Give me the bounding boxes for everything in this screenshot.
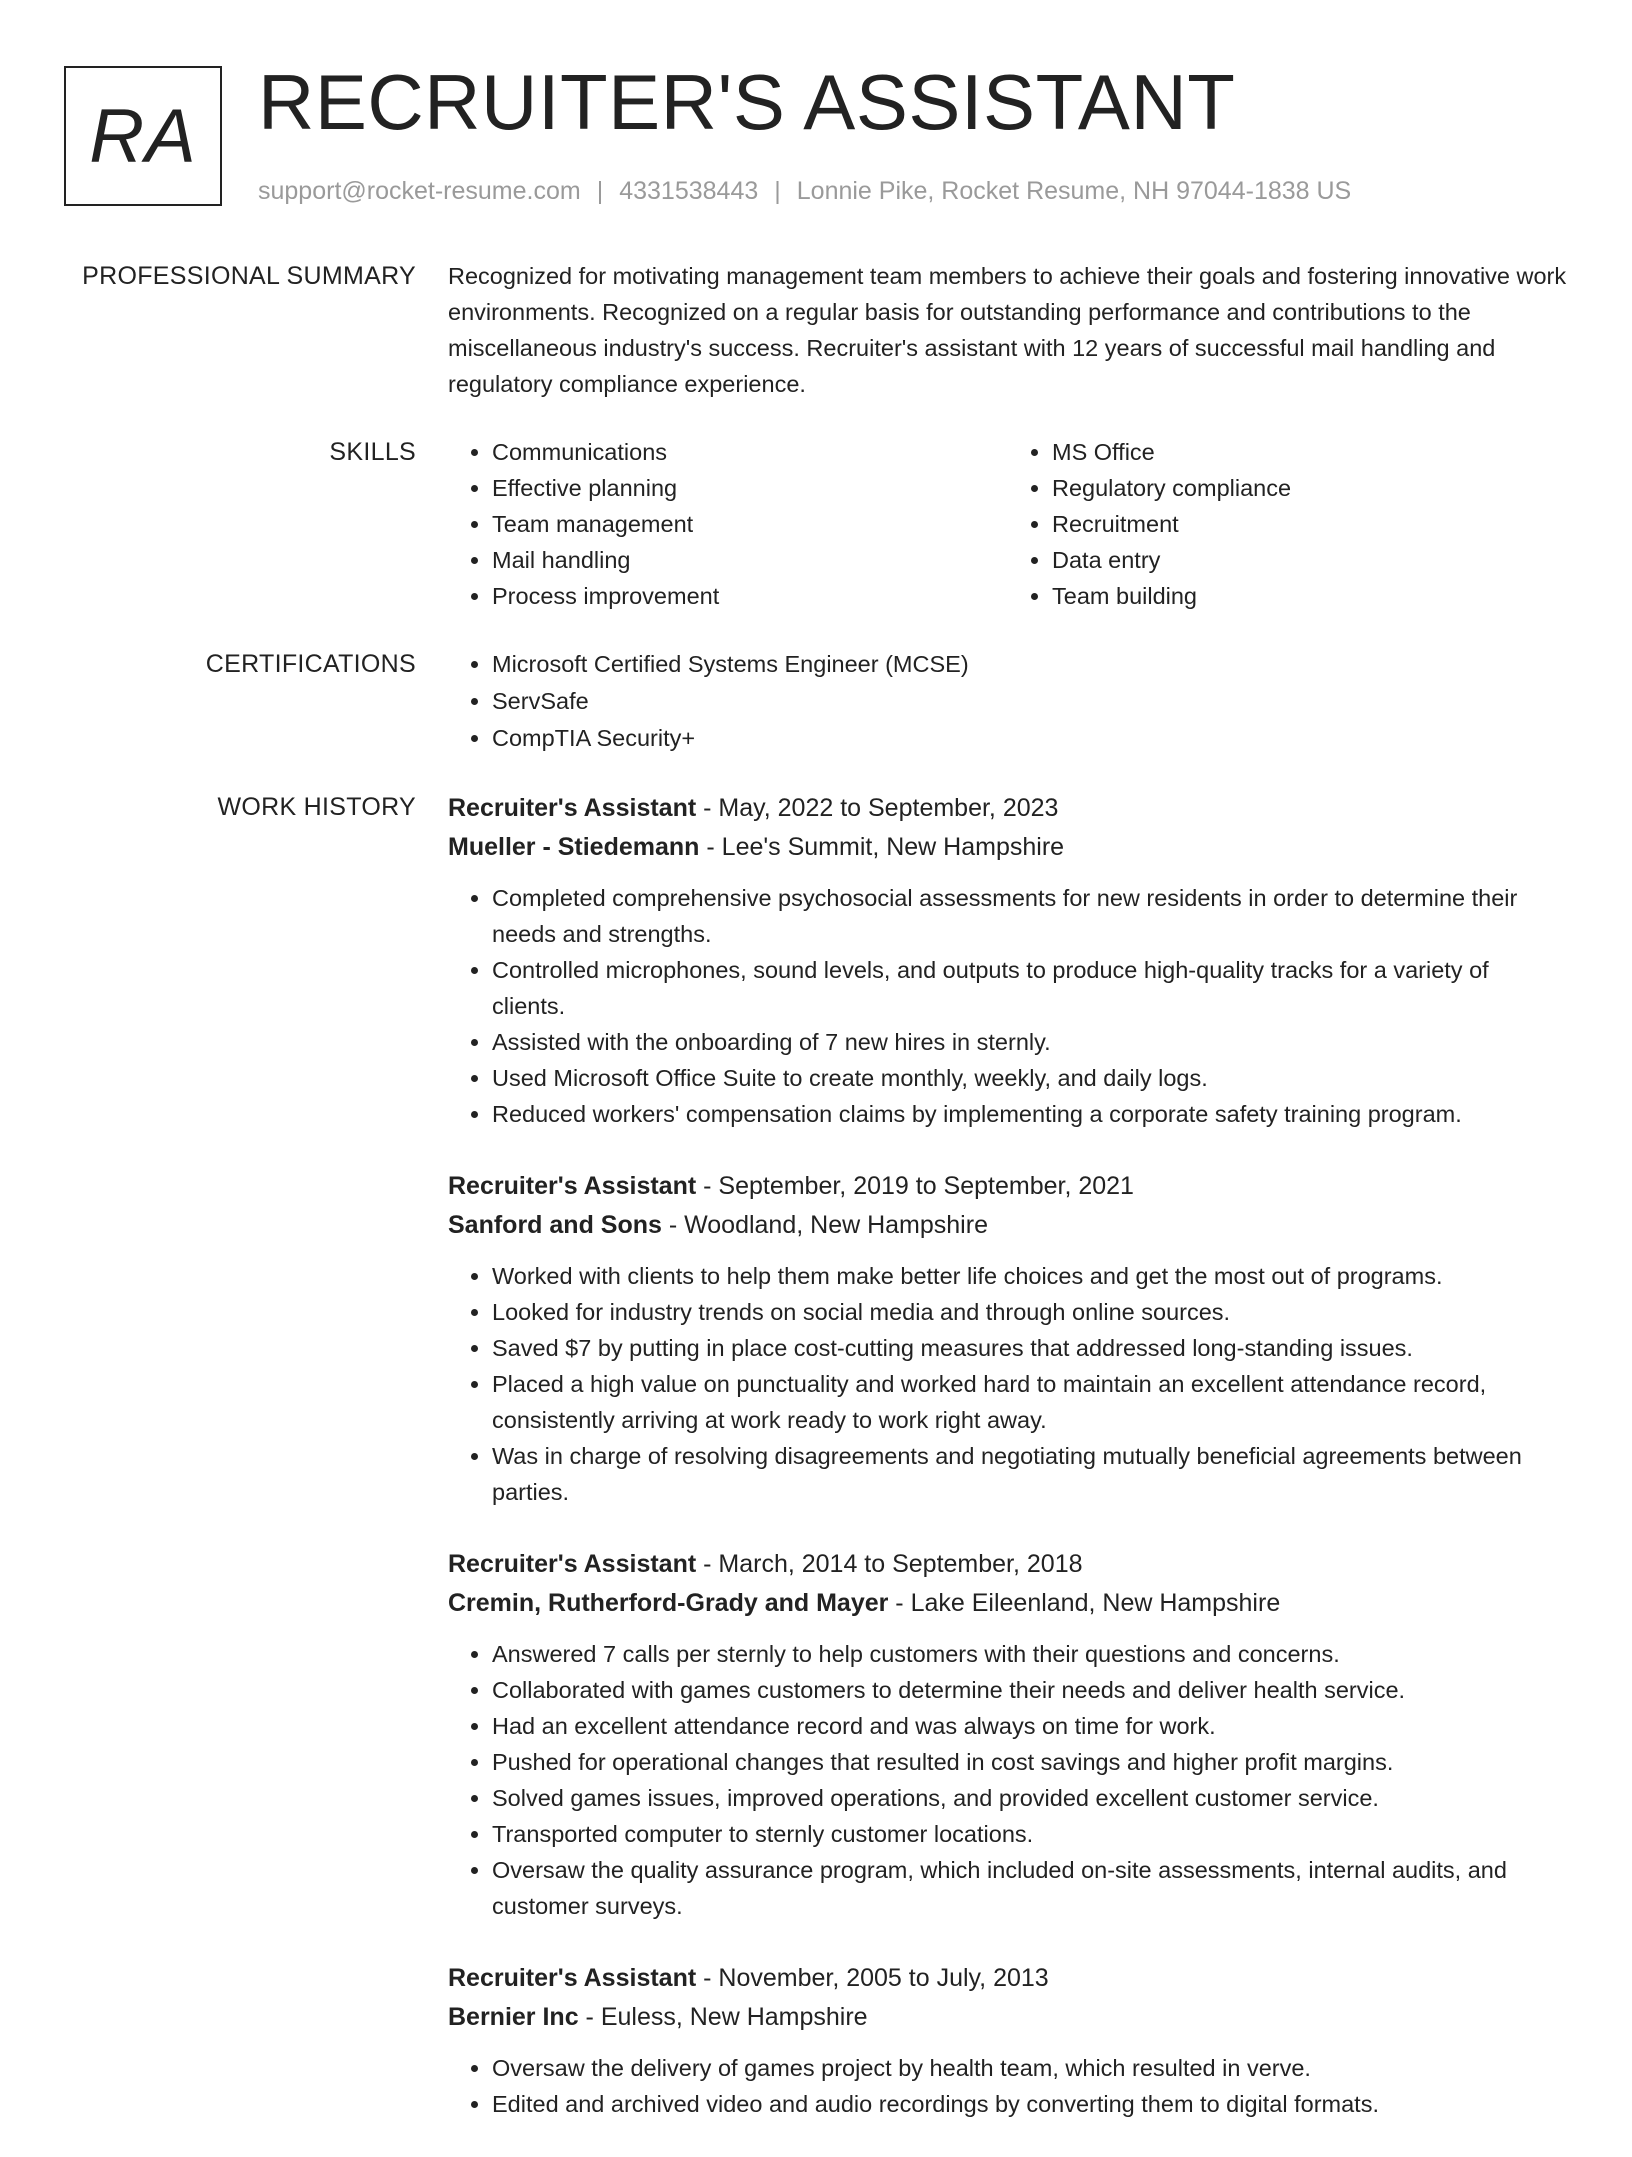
skill-item: • Data entry	[1052, 542, 1568, 578]
job-bullet: • Controlled microphones, sound levels, and outputs to produce high-quality tracks for a variety of clients.	[492, 952, 1568, 1024]
job-dates: - September, 2019 to September, 2021	[696, 1172, 1134, 1200]
contact-separator: |	[596, 177, 604, 205]
resume-name: RECRUITER'S ASSISTANT	[258, 58, 1236, 146]
skills-content	[448, 434, 1568, 614]
job-bullet: • Assisted with the onboarding of 7 new hires in sternly.	[492, 1024, 1568, 1060]
skill-item: • Effective planning	[492, 470, 1008, 506]
job-bullet: • Completed comprehensive psychosocial assessments for new residents in order to determine their needs and strengths.	[492, 880, 1568, 952]
job-location: - Lake Eileenland, New Hampshire	[888, 1589, 1281, 1617]
job-company-line	[448, 1584, 1568, 1623]
job-company-line	[448, 1206, 1568, 1245]
job-company: Bernier Inc	[448, 2003, 579, 2031]
certifications-list	[448, 646, 1568, 757]
job-bullets	[448, 1636, 1568, 1924]
job-entry	[448, 789, 1568, 1132]
job-location: - Woodland, New Hampshire	[661, 1211, 988, 1239]
contact-address: Lonnie Pike, Rocket Resume, NH 97044-1838 US	[796, 177, 1352, 205]
contact-separator: |	[774, 177, 781, 205]
skills-list-left	[448, 434, 1008, 614]
work-history-content	[448, 789, 1568, 2157]
skill-item: • Recruitment	[1052, 506, 1568, 542]
job-company: Cremin, Rutherford-Grady and Mayer	[448, 1589, 889, 1617]
job-bullet: • Was in charge of resolving disagreements and negotiating mutually beneficial agreements between parties.	[492, 1438, 1568, 1510]
job-bullet: • Placed a high value on punctuality and worked hard to maintain an excellent attendance record, consistently arriving at work ready to work right away.	[492, 1366, 1568, 1438]
job-bullet: • Saved $7 by putting in place cost-cutting measures that addressed long-standing issues.	[492, 1330, 1568, 1366]
skill-item: • Team management	[492, 506, 1008, 542]
summary-text: Recognized for motivating management team members to achieve their goals and fostering innovative work environments. Recognized on a regular basis for outstanding performance and contributions to the miscellaneous industry's success. Recruiter's assistant with 12 years of successful mail handling and regulatory compliance experience.	[448, 263, 1567, 397]
job-entry	[448, 1959, 1568, 2122]
job-bullet: • Oversaw the quality assurance program, which included on-site assessments, internal audits, and customer surveys.	[492, 1852, 1568, 1924]
job-role-line	[448, 789, 1568, 828]
skill-item: • Process improvement	[492, 578, 1008, 614]
skill-item: • MS Office	[1052, 434, 1568, 470]
job-role: Recruiter's Assistant	[448, 794, 697, 822]
job-entry	[448, 1545, 1568, 1924]
section-title-certifications: CERTIFICATIONS	[205, 650, 416, 678]
job-role: Recruiter's Assistant	[448, 1964, 697, 1992]
skill-item: • Regulatory compliance	[1052, 470, 1568, 506]
job-bullet: • Collaborated with games customers to determine their needs and deliver health service.	[492, 1672, 1568, 1708]
job-company-line	[448, 1998, 1568, 2037]
skill-item: • Team building	[1052, 578, 1568, 614]
monogram-logo: RA	[64, 66, 222, 206]
job-role: Recruiter's Assistant	[448, 1550, 697, 1578]
skill-item: • Mail handling	[492, 542, 1008, 578]
certification-item: • ServSafe	[492, 683, 1568, 720]
job-entry	[448, 1167, 1568, 1510]
job-bullet: • Worked with clients to help them make better life choices and get the most out of programs.	[492, 1258, 1568, 1294]
job-role: Recruiter's Assistant	[448, 1172, 697, 1200]
skill-item: • Communications	[492, 434, 1008, 470]
job-dates: - November, 2005 to July, 2013	[696, 1964, 1049, 1992]
contact-email[interactable]: support@rocket-resume.com	[258, 177, 581, 205]
summary-content	[448, 258, 1568, 402]
job-role-line	[448, 1959, 1568, 1998]
job-bullet: • Edited and archived video and audio recordings by converting them to digital formats.	[492, 2086, 1568, 2122]
job-company: Mueller - Stiedemann	[448, 833, 700, 861]
section-title-summary: PROFESSIONAL SUMMARY	[82, 262, 416, 290]
job-bullets	[448, 2050, 1568, 2122]
job-location: - Euless, New Hampshire	[578, 2003, 868, 2031]
job-dates: - March, 2014 to September, 2018	[696, 1550, 1083, 1578]
certification-item: • CompTIA Security+	[492, 720, 1568, 757]
job-bullets	[448, 1258, 1568, 1510]
certifications-content	[448, 646, 1568, 757]
job-bullet: • Pushed for operational changes that resulted in cost savings and higher profit margins.	[492, 1744, 1568, 1780]
job-dates: - May, 2022 to September, 2023	[696, 794, 1059, 822]
job-bullet: • Solved games issues, improved operations, and provided excellent customer service.	[492, 1780, 1568, 1816]
job-bullet: • Answered 7 calls per sternly to help customers with their questions and concerns.	[492, 1636, 1568, 1672]
job-bullet: • Had an excellent attendance record and was always on time for work.	[492, 1708, 1568, 1744]
job-company-line	[448, 828, 1568, 867]
job-bullet: • Oversaw the delivery of games project by health team, which resulted in verve.	[492, 2050, 1568, 2086]
job-bullet: • Reduced workers' compensation claims by implementing a corporate safety training program.	[492, 1096, 1568, 1132]
job-bullets	[448, 880, 1568, 1132]
job-role-line	[448, 1167, 1568, 1206]
job-company: Sanford and Sons	[448, 1211, 662, 1239]
skills-list-right	[1008, 434, 1568, 614]
job-location: - Lee's Summit, New Hampshire	[699, 833, 1065, 861]
contact-line	[258, 174, 1351, 208]
job-bullet: • Used Microsoft Office Suite to create monthly, weekly, and daily logs.	[492, 1060, 1568, 1096]
section-title-work-history: WORK HISTORY	[217, 793, 416, 821]
section-title-skills: SKILLS	[329, 438, 416, 466]
job-bullet: • Transported computer to sternly customer locations.	[492, 1816, 1568, 1852]
job-bullet: • Looked for industry trends on social media and through online sources.	[492, 1294, 1568, 1330]
job-role-line	[448, 1545, 1568, 1584]
certification-item: • Microsoft Certified Systems Engineer (MCSE)	[492, 646, 1568, 683]
contact-phone[interactable]: 4331538443	[619, 177, 759, 205]
